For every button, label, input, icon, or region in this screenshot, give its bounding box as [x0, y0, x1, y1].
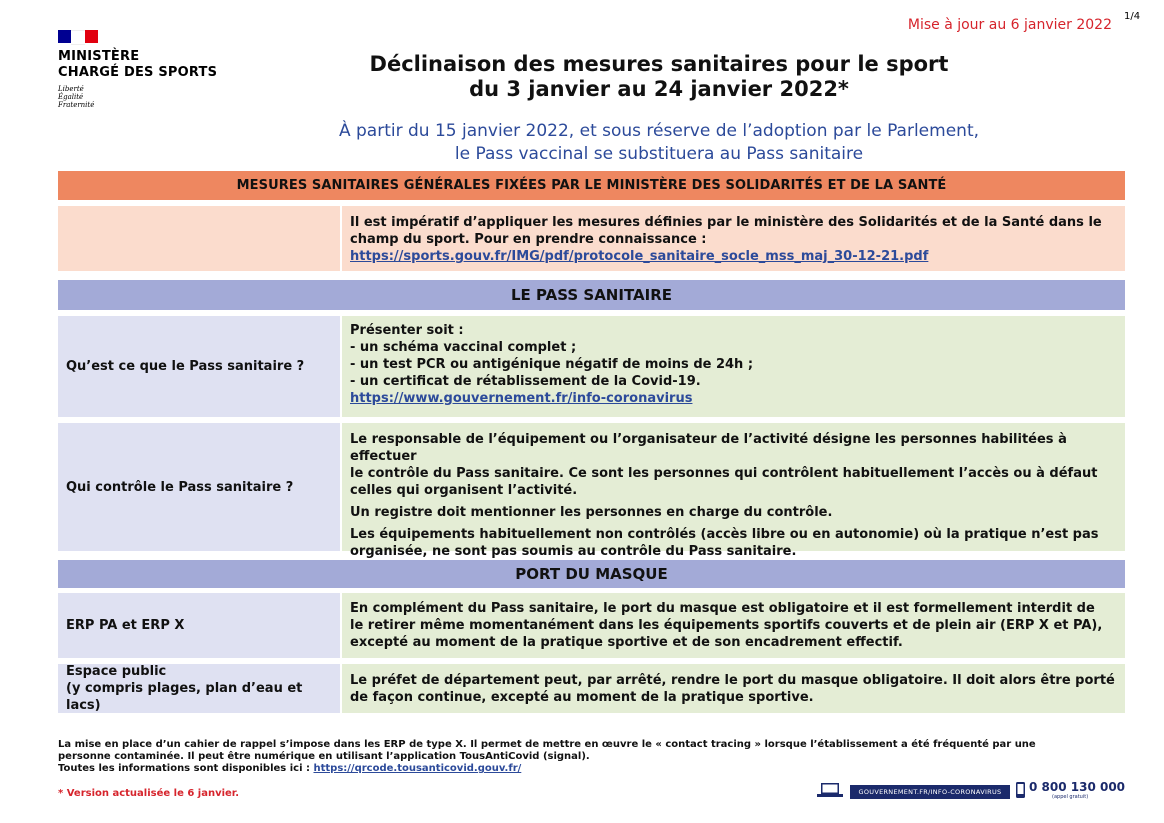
- pass-definition-answer: Présenter soit : - un schéma vaccinal complet ; - un test PCR ou antigénique négatif de moins de 24h ; - un certificat de rétablissement de la Covid-19. https://www.gouvernement.fr/info-coronavirus: [342, 316, 1125, 417]
- document-title: Déclinaison des mesures sanitaires pour le sport du 3 janvier au 24 janvier 2022*: [369, 52, 949, 101]
- gov-info-badge[interactable]: GOUVERNEMENT.FR/INFO-CORONAVIRUS: [850, 785, 1010, 799]
- mask-erp-answer: En complément du Pass sanitaire, le port du masque est obligatoire et il est formellement interdit de le retirer même momentanément dans les équipements sportifs couverts et de plein air (ERP X et PA), excepté au moment de la pratique sportive et de son encadrement effectif.: [342, 593, 1125, 658]
- tousanticovid-link[interactable]: https://qrcode.tousanticovid.gouv.fr/: [313, 763, 522, 774]
- mask-erp-question: ERP PA et ERP X: [58, 593, 340, 658]
- republic-flag-logo: [58, 30, 98, 43]
- phone-icon: [1016, 782, 1025, 798]
- pass-sanitaire-heading: LE PASS SANITAIRE: [58, 280, 1125, 310]
- pass-control-paragraph-1: Le responsable de l’équipement ou l’organisateur de l’activité désigne les personnes habilitées à effectuer le contrôle du Pass sanitaire. Ce sont les personnes qui contrôlent habituellement l’accès ou à défaut celles qui organisent l’activité.: [350, 432, 1098, 498]
- pass-control-answer: [342, 423, 1125, 559]
- general-measures-text: Il est impératif d’appliquer les mesures définies par le ministère des Solidarités et de la Santé dans le champ du sport. Pour en prendre connaissance : https://sports.gouv.fr/IMG/pdf/protocole_sanitaire_socle_mss_maj_30-12-21.pdf: [342, 206, 1125, 271]
- mask-heading: PORT DU MASQUE: [58, 560, 1125, 588]
- coronavirus-info-link[interactable]: https://www.gouvernement.fr/info-coronavirus: [350, 391, 693, 406]
- pass-control-paragraph-3: Les équipements habituellement non contrôlés (accès libre ou en autonomie) où la pratique n’est pas organisée, ne sont pas soumis au contrôle du Pass sanitaire.: [350, 527, 1099, 559]
- general-measures-label-cell: [58, 206, 340, 271]
- pass-control-question: Qui contrôle le Pass sanitaire ?: [58, 423, 340, 551]
- pass-definition-question: Qu’est ce que le Pass sanitaire ?: [58, 316, 340, 417]
- laptop-icon: [817, 783, 843, 797]
- republic-motto: Liberté Égalité Fraternité: [58, 85, 95, 109]
- hotline-number: 0 800 130 000: [1029, 780, 1126, 794]
- version-note: * Version actualisée le 6 janvier.: [58, 788, 240, 799]
- hotline-note: (appel gratuit): [1052, 794, 1089, 800]
- mask-public-space-answer: Le préfet de département peut, par arrêté, rendre le port du masque obligatoire. Il doit alors être porté de façon continue, excepté au moment de la pratique sportive.: [342, 664, 1125, 713]
- document-subtitle: À partir du 15 janvier 2022, et sous réserve de l’adoption par le Parlement, le Pass vaccinal se substituera au Pass sanitaire: [338, 121, 980, 164]
- ministry-name: MINISTÈRE CHARGÉ DES SPORTS: [58, 49, 218, 80]
- mask-public-space-question: Espace public (y compris plages, plan d’eau et lacs): [58, 664, 340, 713]
- page-number: 1/4: [1124, 11, 1141, 22]
- pass-control-paragraph-2: Un registre doit mentionner les personnes en charge du contrôle.: [350, 505, 833, 520]
- footer-note: La mise en place d’un cahier de rappel s’impose dans les ERP de type X. Il permet de mettre en œuvre le « contact tracing » lorsque l’établissement a été fréquenté par une personne contaminée. Il peut être numérique en utilisant l’application TousAntiCovid (signal). Toutes les informations sont disponibles ici : https://qrcode.tousanticovid.gouv.fr/: [58, 739, 1036, 774]
- update-date: Mise à jour au 6 janvier 2022: [907, 17, 1112, 33]
- protocol-pdf-link[interactable]: https://sports.gouv.fr/IMG/pdf/protocole_sanitaire_socle_mss_maj_30-12-21.pdf: [350, 249, 929, 264]
- general-measures-heading: MESURES SANITAIRES GÉNÉRALES FIXÉES PAR LE MINISTÈRE DES SOLIDARITÉS ET DE LA SANTÉ: [58, 171, 1125, 200]
